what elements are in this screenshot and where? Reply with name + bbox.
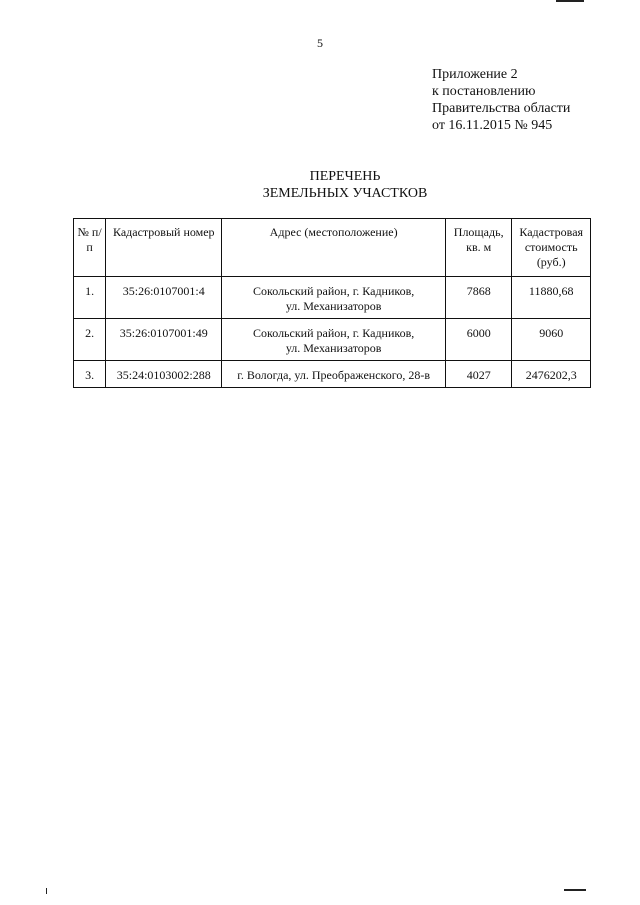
cell-cadastral: 35:26:0107001:49 <box>106 319 222 361</box>
header-num: № п/п <box>74 219 106 277</box>
cell-address <box>222 361 446 388</box>
address-line: г. Вологда, ул. Преображенского, 28-в <box>237 368 431 382</box>
table-row <box>74 361 591 388</box>
scan-mark-bottom-left <box>46 888 47 894</box>
appendix-line: от 16.11.2015 № 945 <box>432 118 553 133</box>
cell-num: 3. <box>74 361 106 388</box>
table-row <box>74 319 591 361</box>
header-cadastral: Кадастровый номер <box>106 219 222 277</box>
header-cost: Кадастровая стоимость (руб.) <box>512 219 591 277</box>
cell-cadastral: 35:24:0103002:288 <box>106 361 222 388</box>
cell-cost: 2476202,3 <box>512 361 591 388</box>
cell-cost: 11880,68 <box>512 277 591 319</box>
document-title <box>0 168 640 202</box>
address-line: Сокольский район, г. Кадников, <box>253 284 415 298</box>
scan-mark-bottom-right <box>564 889 586 891</box>
appendix-line: Правительства области <box>432 101 571 116</box>
cell-area: 4027 <box>445 361 511 388</box>
page-number: 5 <box>317 36 323 50</box>
cell-cadastral: 35:26:0107001:4 <box>106 277 222 319</box>
title-line: ЗЕМЕЛЬНЫХ УЧАСТКОВ <box>262 186 428 201</box>
title-line: ПЕРЕЧЕНЬ <box>309 169 381 184</box>
table-header-row <box>74 219 591 277</box>
cell-area: 7868 <box>445 277 511 319</box>
cell-address <box>222 319 446 361</box>
address-line: ул. Механизаторов <box>285 341 382 355</box>
cell-area: 6000 <box>445 319 511 361</box>
table-row <box>74 277 591 319</box>
header-area: Площадь, кв. м <box>445 219 511 277</box>
header-address: Адрес (местоположение) <box>222 219 446 277</box>
appendix-line: к постановлению <box>432 84 536 99</box>
scan-mark-top-right <box>556 0 584 2</box>
cell-num: 2. <box>74 319 106 361</box>
land-parcels-table <box>73 218 591 388</box>
address-line: Сокольский район, г. Кадников, <box>253 326 415 340</box>
cell-cost: 9060 <box>512 319 591 361</box>
appendix-note <box>432 66 570 134</box>
appendix-line: Приложение 2 <box>432 67 518 82</box>
cell-num: 1. <box>74 277 106 319</box>
address-line: ул. Механизаторов <box>285 299 382 313</box>
cell-address <box>222 277 446 319</box>
